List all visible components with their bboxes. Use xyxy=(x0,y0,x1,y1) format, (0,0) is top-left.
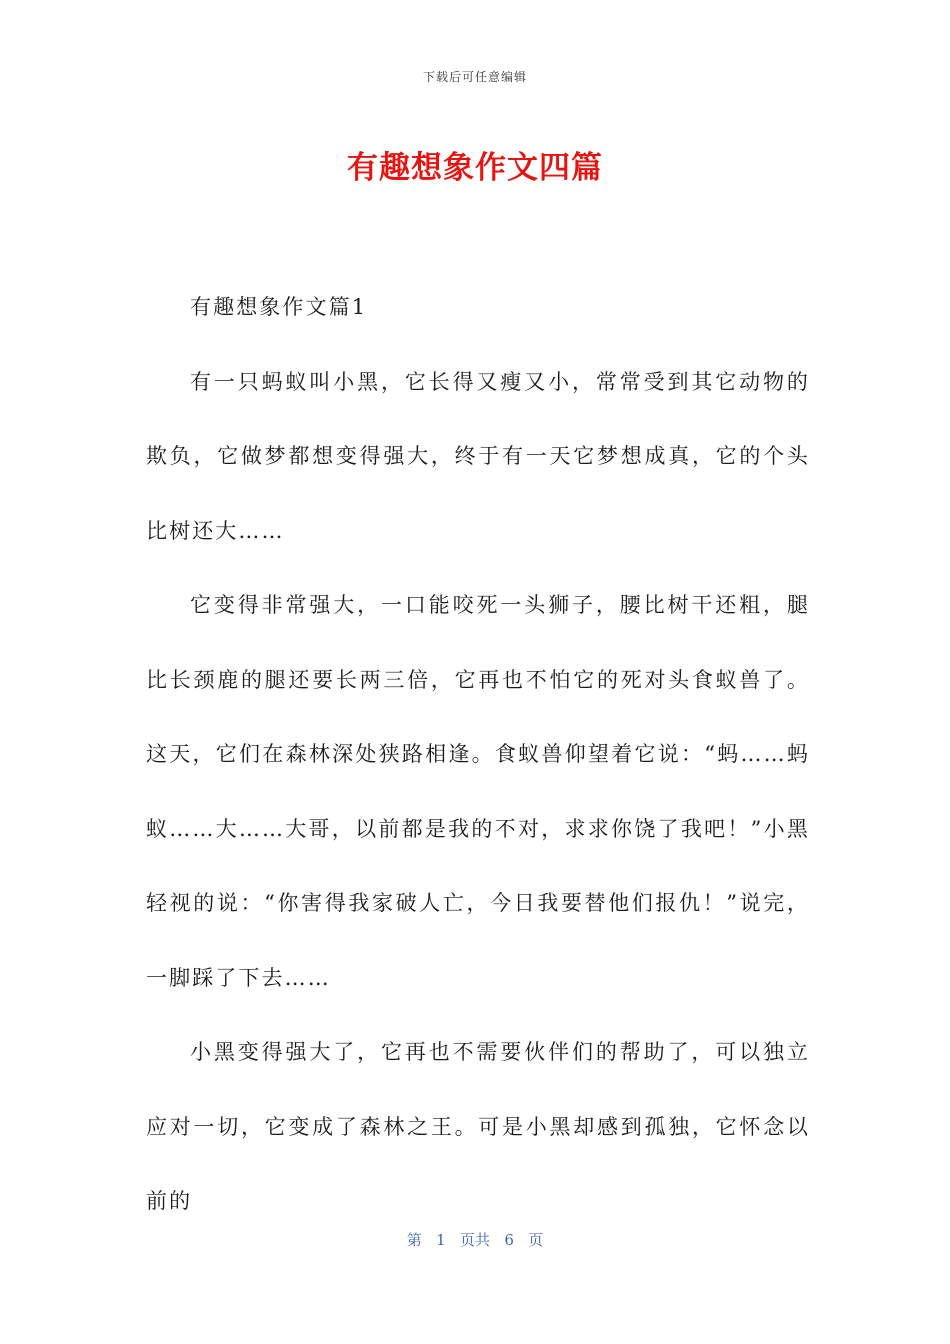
footer-label-pages: 页 xyxy=(528,1231,544,1249)
paragraph: 它变得非常强大，一口能咬死一头狮子，腰比树干还粗，腿比长颈鹿的腿还要长两三倍，它再也不怕它的死对头食蚁兽了。这天，它们在森林深处狭路相逢。食蚁兽仰望着它说：“蚂……蚂蚁……大……大哥，以前都是我的不对，求求你饶了我吧！”小黑轻视的说：“你害得我家破人亡，今日我要替他们报仇！”说完，一脚踩了下去…… xyxy=(146,593,810,990)
page-footer xyxy=(0,1229,950,1250)
section-heading: 有趣想象作文篇1 xyxy=(190,295,368,319)
paragraph: 有一只蚂蚁叫小黑，它长得又瘦又小，常常受到其它动物的欺负，它做梦都想变得强大，终于有一天它梦想成真，它的个头比树还大…… xyxy=(146,369,810,543)
document-body xyxy=(146,270,810,1239)
footer-total-pages: 6 xyxy=(504,1231,514,1249)
footer-label-of: 页共 xyxy=(459,1231,490,1249)
paragraph: 小黑变得强大了，它再也不需要伙伴们的帮助了，可以独立应对一切，它变成了森林之王。可是小黑却感到孤独，它怀念以前的 xyxy=(146,1040,810,1213)
document-title: 有趣想象作文四篇 xyxy=(347,150,603,186)
header-note: 下载后可任意编辑 xyxy=(422,70,527,84)
footer-current-page: 1 xyxy=(436,1231,446,1249)
footer-label-page: 第 xyxy=(406,1231,422,1249)
